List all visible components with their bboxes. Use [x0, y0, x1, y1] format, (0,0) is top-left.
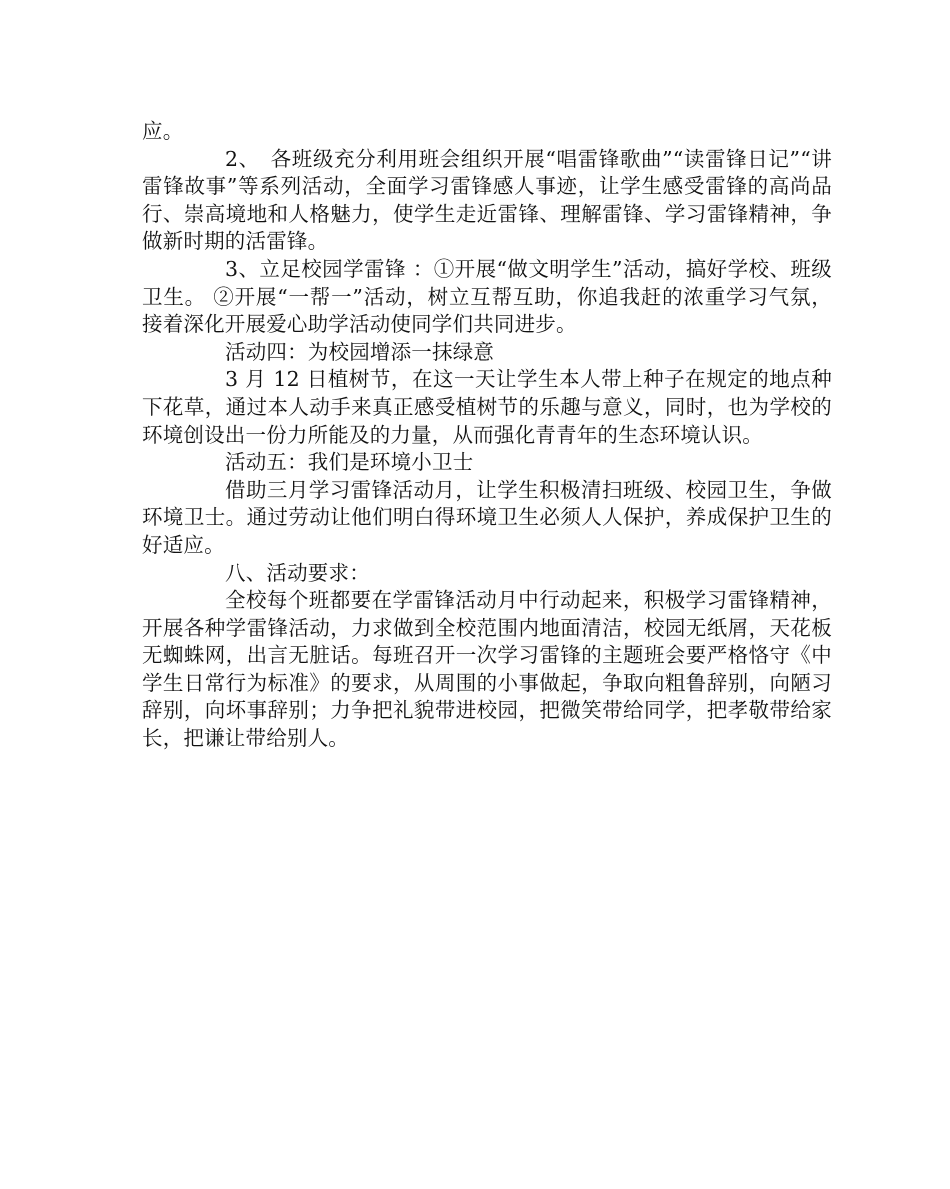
paragraph-arbor-day: 3 月 12 日植树节，在这一天让学生本人带上种子在规定的地点种下花草，通过本人动手来真正感受植树节的乐趣与意义，同时，也为学校的环境创设出一份力所能及的力量，从而强化青青年的生态环境认识。 [142, 367, 832, 447]
paragraph-continuation: 应。 [142, 119, 184, 143]
paragraph-item-2-class-activities: 2、 各班级充分利用班会组织开展“唱雷锋歌曲”“读雷锋日记”“讲雷锋故事”等系列活动，全面学习雷锋感人事迹，让学生感受雷锋的高尚品行、崇高境地和人格魅力，使学生走近雷锋、理解雷锋、学习雷锋精神，争做新时期的活雷锋。 [142, 146, 832, 254]
paragraph-environment-guard: 借助三月学习雷锋活动月，让学生积极清扫班级、校园卫生，争做环境卫士。通过劳动让他们明白得环境卫生必须人人保护，养成保护卫生的好适应。 [142, 477, 832, 557]
paragraph-item-3-campus: 3、立足校园学雷锋 ：①开展“做文明学生”活动，搞好学校、班级卫生。 ②开展“一帮一”活动，树立互帮互助，你追我赶的浓重学习气氛，接着深化开展爱心助学活动使同学们共同进步。 [142, 256, 832, 337]
heading-requirements: 八、活动要求： [225, 560, 370, 585]
heading-activity-four: 活动四：为校园增添一抹绿意 [225, 339, 495, 364]
paragraph-requirements: 全校每个班都要在学雷锋活动月中行动起来，积极学习雷锋精神，开展各种学雷锋活动，力求做到全校范围内地面清洁，校园无纸屑，天花板无蜘蛛网，出言无脏话。每班召开一次学习雷锋的主题班会要严格恪守《中学生日常行为标准》的要求，从周围的小事做起，争取向粗鲁辞别，向陋习辞别，向坏事辞别；力争把礼貌带进校园，把微笑带给同学，把孝敬带给家长，把谦让带给别人。 [142, 588, 832, 751]
document-body [142, 118, 832, 753]
heading-activity-five: 活动五：我们是环境小卫士 [225, 450, 474, 475]
